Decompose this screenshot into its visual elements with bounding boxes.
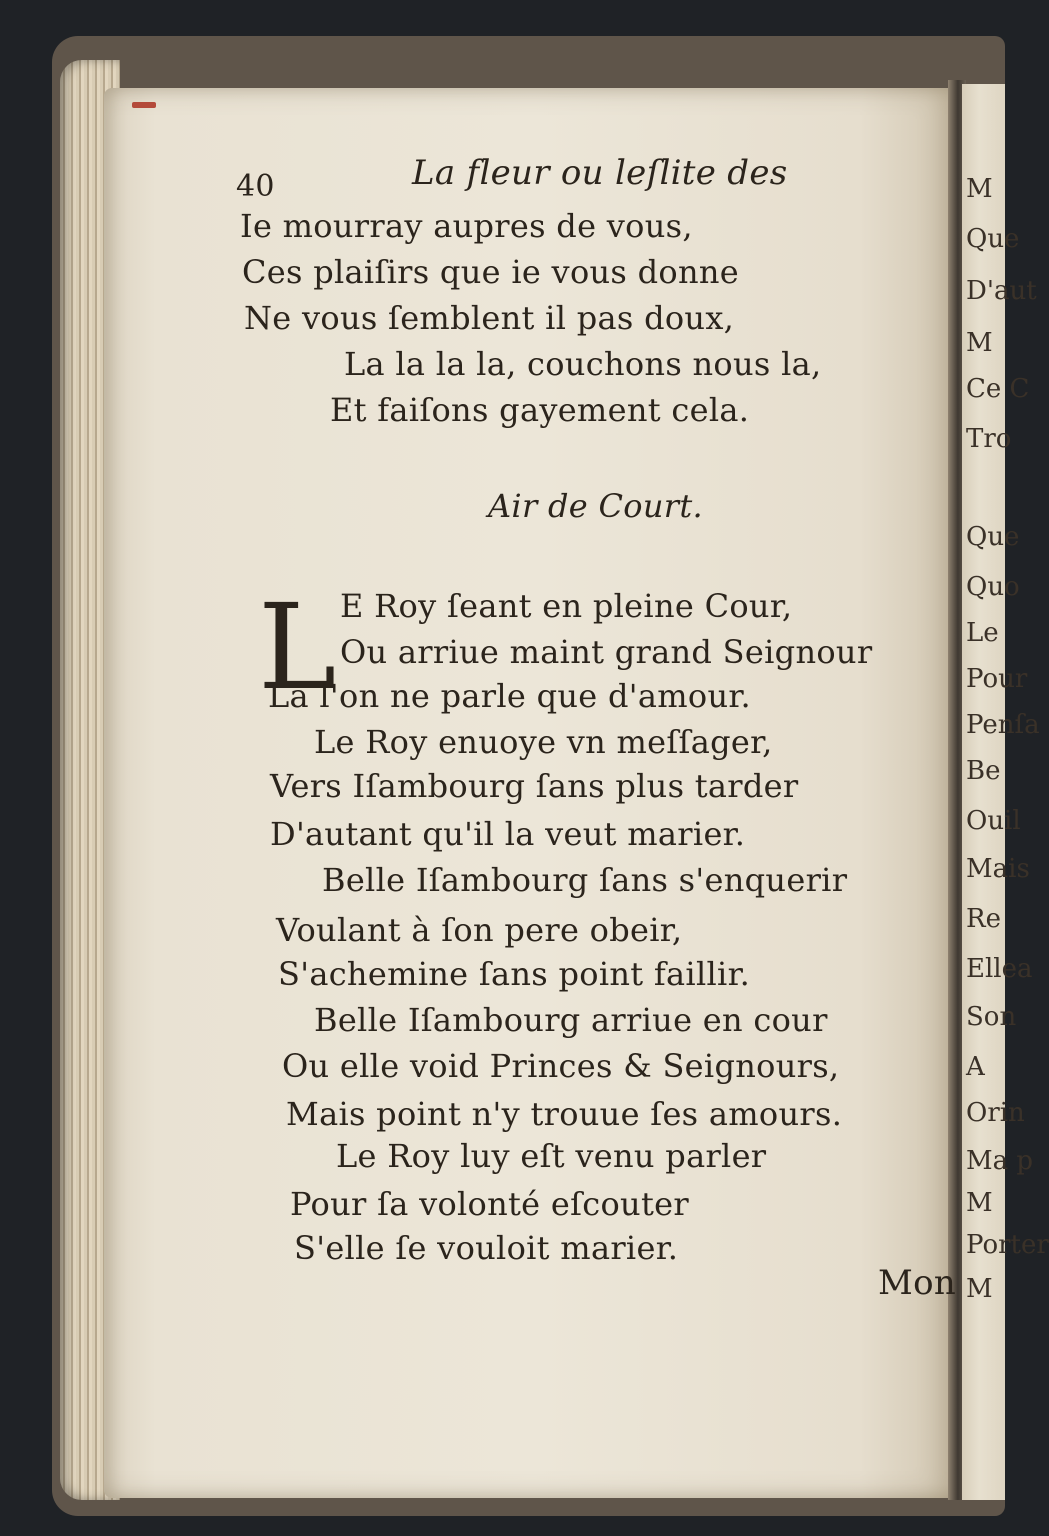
verse-line: Et faiſons gayement cela.	[330, 391, 750, 429]
bleed-line: D'aut	[966, 276, 1037, 306]
verse-line: Ou arriue maint grand Seignour	[340, 633, 873, 671]
bleed-line: Le	[966, 618, 999, 648]
bleed-line: Ce C	[966, 374, 1030, 404]
bleed-line: M	[966, 1188, 993, 1218]
verse-line: E Roy ſeant en pleine Cour,	[340, 587, 793, 625]
bleed-line: Porter	[966, 1230, 1049, 1260]
verse-line: Ou elle void Princes & Seignours,	[282, 1047, 840, 1085]
verse-line: La la la la, couchons nous la,	[344, 345, 822, 383]
verse-line: Mais point n'y trouue ſes amours.	[286, 1095, 843, 1133]
verse-line: Belle Iſambourg arriue en cour	[314, 1001, 828, 1039]
bleed-line: Mais	[966, 854, 1030, 884]
verse-line: Là l'on ne parle que d'amour.	[268, 677, 751, 715]
bleed-line: Quo	[966, 572, 1020, 602]
bleed-line: Ma p	[966, 1146, 1034, 1176]
bleed-line: Orin	[966, 1098, 1025, 1128]
red-ink-mark	[132, 102, 156, 108]
bleed-line: Pour	[966, 664, 1028, 694]
verse-line: S'achemine ſans point faillir.	[278, 955, 751, 993]
page-number: 40	[236, 169, 275, 204]
verse-line: Vers Iſambourg ſans plus tarder	[270, 767, 799, 805]
catchword: Mon	[878, 1263, 957, 1303]
verse-line: Le Roy enuoye vn meſſager,	[314, 723, 773, 761]
bleed-line: Penſa	[966, 710, 1040, 740]
bleed-line: Que	[966, 522, 1020, 552]
bleed-line: M	[966, 328, 993, 358]
verse-line: D'autant qu'il la veut marier.	[270, 815, 746, 853]
verse-line: Ces plaiſirs que ie vous donne	[242, 253, 740, 291]
bleed-line: M	[966, 174, 993, 204]
bleed-line: Be	[966, 756, 1001, 786]
bleed-line: A	[966, 1052, 985, 1082]
right-page-edge	[962, 84, 1049, 1500]
verse-line: Belle Iſambourg ſans s'enquerir	[322, 861, 848, 899]
verse-line: S'elle ſe vouloit marier.	[294, 1229, 679, 1267]
bleed-line: M	[966, 1274, 993, 1304]
verse-line: Voulant à ſon pere obeir,	[276, 911, 683, 949]
drop-cap: L	[258, 578, 337, 716]
verse-line: Le Roy luy eſt venu parler	[336, 1137, 767, 1175]
bleed-line: Tro	[966, 424, 1012, 454]
bleed-line: Que	[966, 224, 1020, 254]
bleed-line: Re	[966, 904, 1001, 934]
verse-line: Ie mourray aupres de vous,	[240, 207, 693, 245]
bleed-line: Ouil	[966, 806, 1021, 836]
verse-line: Pour ſa volonté eſcouter	[290, 1185, 689, 1223]
bleed-line: Son	[966, 1002, 1017, 1032]
running-title: La fleur ou leſlite des	[412, 153, 788, 193]
verse-line: Ne vous ſemblent il pas doux,	[244, 299, 735, 337]
section-title: Air de Court.	[488, 487, 703, 525]
bleed-line: Ellea	[966, 954, 1033, 984]
